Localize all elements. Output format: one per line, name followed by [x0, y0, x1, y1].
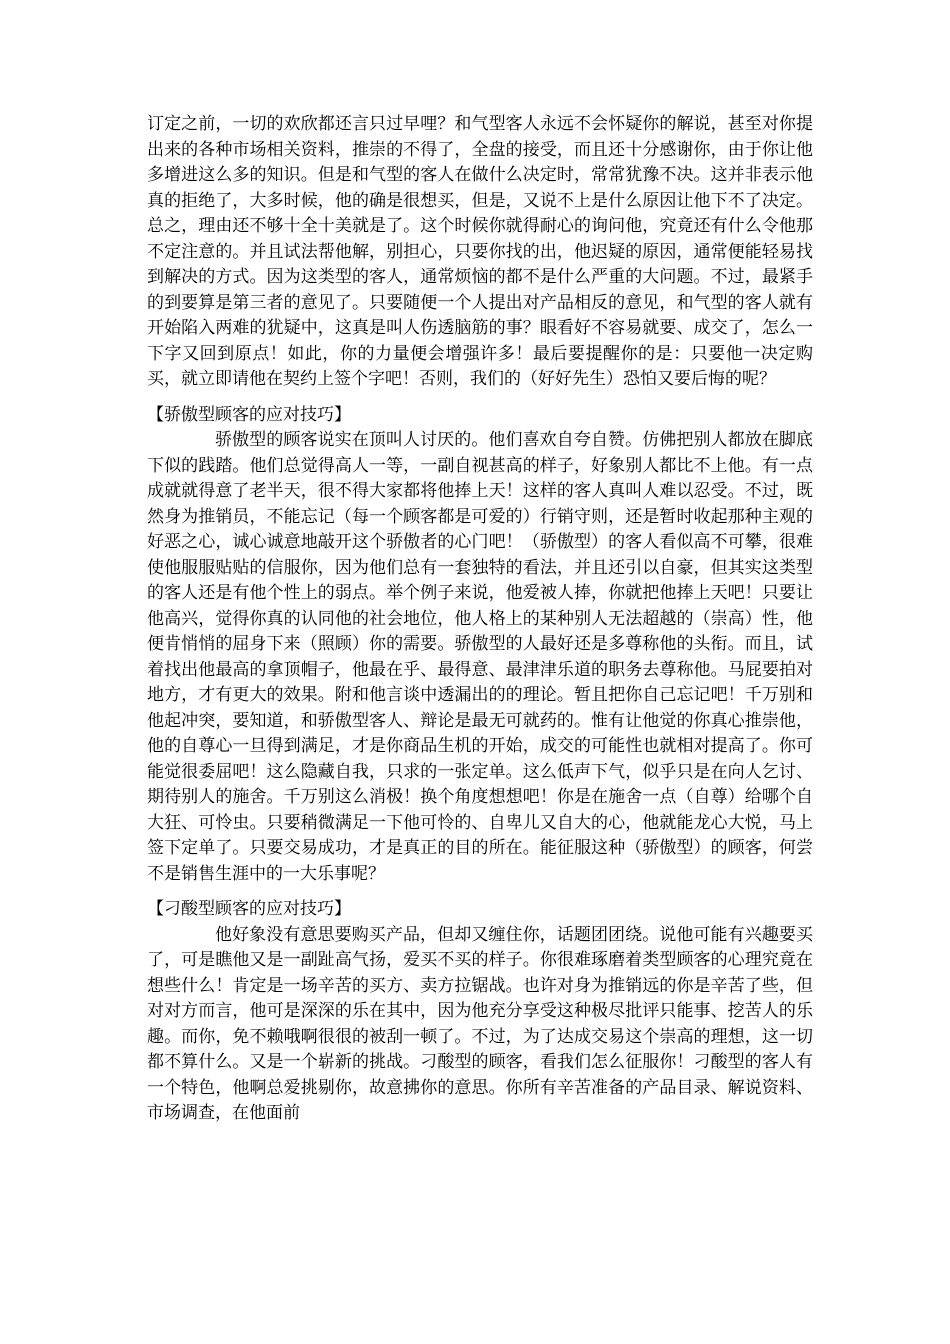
section-heading-arrogant-customer: 【骄傲型顾客的应对技巧】: [147, 404, 351, 425]
intro-paragraph: 订定之前，一切的欢欣都还言只过早哩？和气型客人永远不会怀疑你的解说，甚至对你提出来的各种市场相关资料，推崇的不得了，全盘的接受，而且还十分感谢你，由于你让他多增进这么多的知识。但是和气型的客人在做什么决定时，常常犹豫不决。这并非表示他真的拒绝了，大多时候，他的确是很想买，但是，又说不上是什么原因让他下不了决定。总之，理由还不够十全十美就是了。这个时候你就得耐心的询问他，究竟还有什么令他那不定注意的。并且试法帮他解，别担心，只要你找的出，他迟疑的原因，通常便能轻易找到解决的方式。因为这类型的客人，通常烦恼的都不是什么严重的大问题。不过，最紧手的到要算是第三者的意见了。只要随便一个人提出对产品相反的意见，和气型的客人就有开始陷入两难的犹疑中，这真是叫人伤透脑筋的事？眼看好不容易就要、成交了，怎么一下字又回到原点！如此，你的力量便会增强许多！最后要提醒你的是：只要他一决定购买，就立即请他在契约上签个字吧！否则，我们的（好好先生）恐怕又要后悔的呢？: [147, 114, 813, 389]
section-paragraph-picky-customer: 他好象没有意思要购买产品，但却又缠住你，话题团团绕。说他可能有兴趣要买了，可是瞧他又是一副趾高气扬，爱买不买的样子。你很难琢磨着类型顾客的心理究竟在想些什么！肯定是一场辛苦的买方、卖方拉锯战。也许对身为推销远的你是辛苦了些，但对对方而言，他可是深深的乐在其中，因为他充分享受这种极尽批评只能事、挖苦人的乐趣。而你，免不赖哦啊很很的被刮一顿了。不过，为了达成交易这个崇高的理想，这一切都不算什么。又是一个崭新的挑战。刁酸型的顾客，看我们怎么征服你！刁酸型的客人有一个特色，他啊总爱挑剔你，故意拂你的意思。你所有辛苦准备的产品目录、解说资料、市场调查，在他面前: [147, 924, 813, 1123]
section-paragraph-arrogant-customer: 骄傲型的顾客说实在顶叫人讨厌的。他们喜欢自夸自赞。仿佛把别人都放在脚底下似的践踏。他们总觉得高人一等，一副自视甚高的样子，好象别人都比不上他。有一点成就就得意了老半天，很不得大家都将他捧上天！这样的客人真叫人难以忍受。不过，既然身为推销员，不能忘记（每一个顾客都是可爱的）行销守则，还是暂时收起那种主观的好恶之心，诚心诚意地敲开这个骄傲者的心门吧！（骄傲型）的客人看似高不可攀，很难使他服服贴贴的信服你，因为他们总有一套独特的看法，并且还引以自豪，但其实这类型的客人还是有他个性上的弱点。举个例子来说，他爱被人捧，你就把他捧上天吧！只要让他高兴，觉得你真的认同他的社会地位，他人格上的某种别人无法超越的（崇高）性，他便肯悄悄的屈身下来（照顾）你的需要。骄傲型的人最好还是多尊称他的头衔。而且，试着找出他最高的拿顶帽子，他最在乎、最得意、最津津乐道的职务去尊称他。马屁要拍对地方，才有更大的效果。附和他言谈中透漏出的的理论。暂且把你自己忘记吧！千万别和他起冲突，要知道，和骄傲型客人、辩论是最无可就药的。惟有让他觉的你真心推崇他，他的自尊心一旦得到满足，才是你商品生机的开始，成交的可能性也就相对提高了。你可能觉很委屈吧！这么隐藏自我，只求的一张定单。这么低声下气，似乎只是在向人乞讨、期待别人的施舍。千万别这么消极！换个角度想想吧！你是在施舍一点（自尊）给哪个自大狂、可怜虫。只要稍微满足一下他可怜的、自卑儿又自大的心，他就能龙心大悦，马上签下定单了。只要交易成功，才是真正的目的所在。能征服这种（骄傲型）的顾客，何尝不是销售生涯中的一大乐事呢？: [147, 430, 813, 884]
document-page: [147, 112, 813, 1127]
section-heading-picky-customer: 【刁酸型顾客的应对技巧】: [147, 899, 351, 919]
